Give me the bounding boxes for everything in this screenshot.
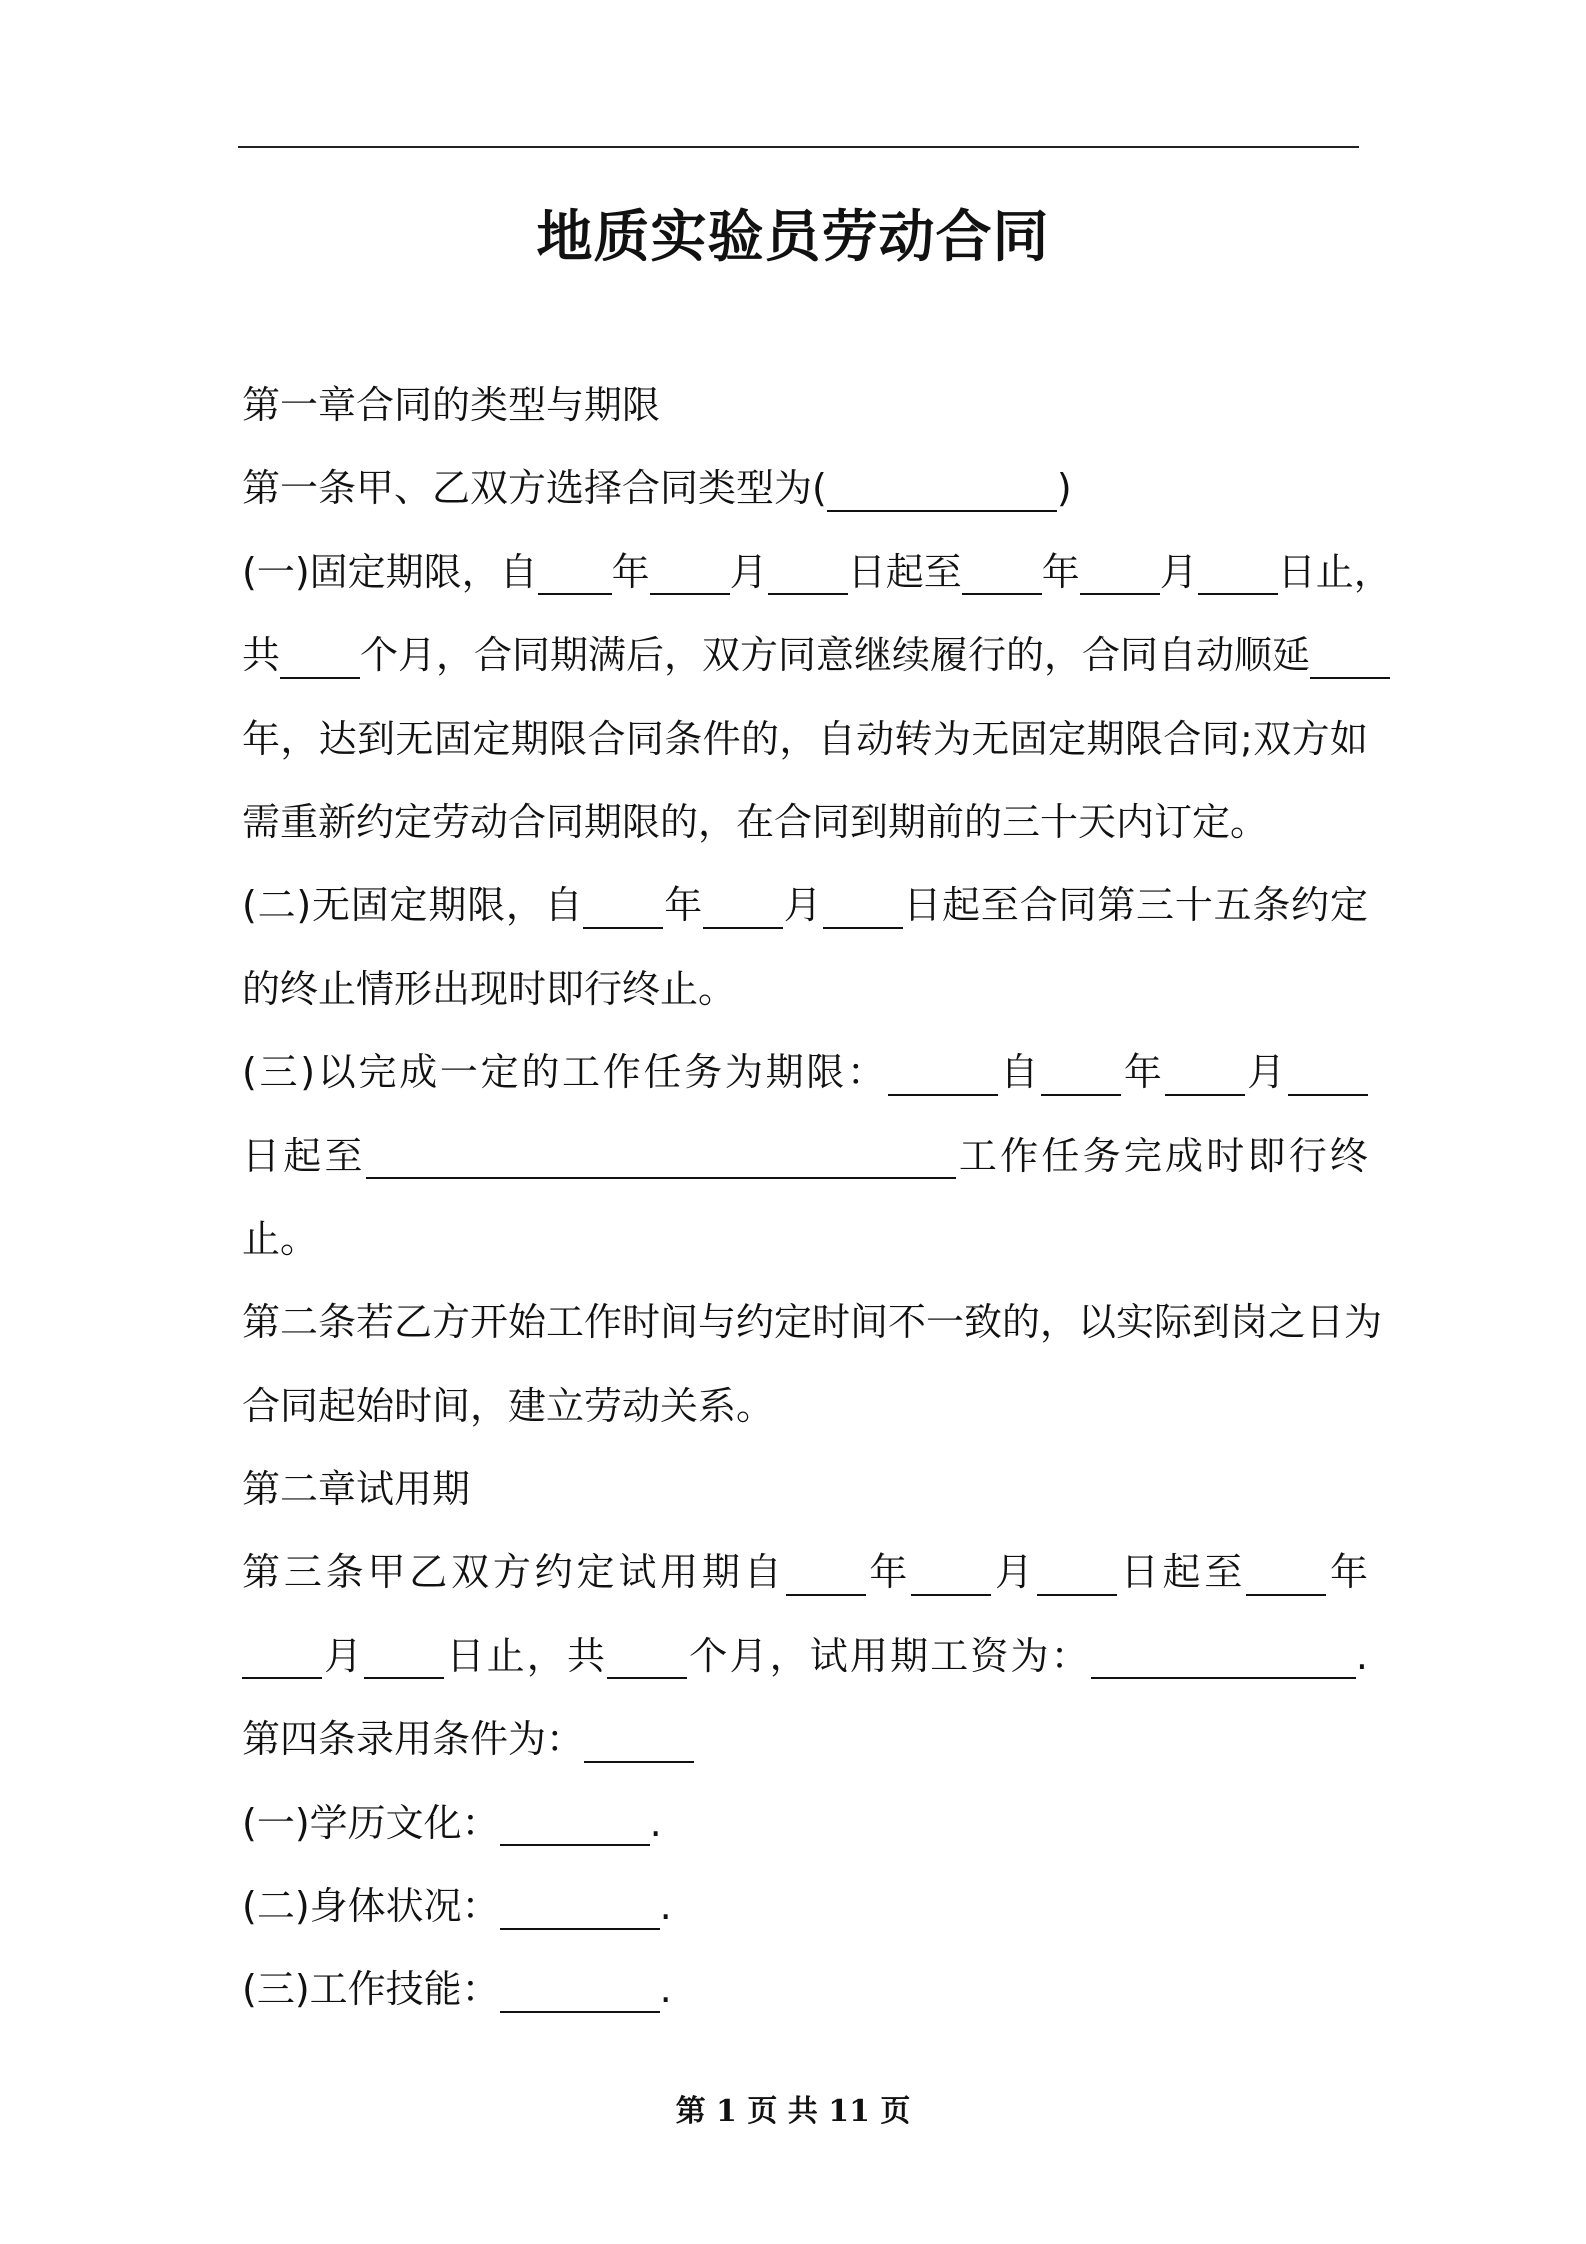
paragraph-line: 第四条录用条件为： — [242, 1698, 1368, 1781]
fill-blank — [768, 555, 848, 595]
fill-blank — [888, 1056, 998, 1096]
fill-blank — [1041, 1056, 1121, 1096]
fill-blank — [500, 1806, 650, 1846]
chapter-heading: 第一章合同的类型与期限 — [242, 383, 661, 427]
paragraph-line: 需重新约定劳动合同期限的，在合同到期前的三十天内订定。 — [242, 799, 1269, 844]
paragraph-line: 第三条甲乙双方约定试用期自 年 月 日起至 年 — [242, 1550, 1368, 1595]
fill-blank — [786, 1556, 866, 1596]
fill-blank — [1288, 1056, 1368, 1096]
paragraph-line: 年，达到无固定期限合同条件的，自动转为无固定期限合同;双方如 — [242, 716, 1368, 761]
fill-blank — [607, 1639, 687, 1679]
fill-blank — [366, 1139, 956, 1179]
fill-blank — [583, 889, 663, 929]
fill-blank — [703, 889, 783, 929]
header-rule — [238, 146, 1359, 148]
document-body — [242, 364, 1392, 2032]
contract-type-blank — [827, 472, 1057, 512]
article-1: 第一条甲、乙双方选择合同类型为( ) — [242, 466, 1072, 511]
fill-blank — [650, 555, 730, 595]
fill-blank — [538, 555, 612, 595]
paragraph-line: 日起至 工作任务完成时即行终 — [242, 1133, 1368, 1178]
paragraph-line: 第二条若乙方开始工作时间与约定时间不一致的，以实际到岗之日为 — [242, 1300, 1383, 1345]
condition-line: (二)身体状况： . — [242, 1884, 672, 1929]
fill-blank — [584, 1723, 694, 1763]
fill-blank — [500, 1973, 660, 2013]
paragraph-line: 合同起始时间，建立劳动关系。 — [242, 1383, 775, 1428]
fill-blank — [500, 1890, 660, 1930]
fill-blank — [242, 1639, 322, 1679]
page-number: 第 1 页 共 11 页 — [675, 2094, 911, 2129]
chapter-heading: 第二章试用期 — [242, 1467, 471, 1512]
fill-blank — [1080, 555, 1160, 595]
paragraph-line: 月 日止，共 个月，试用期工资为： . — [242, 1615, 1368, 1698]
document-title: 地质实验员劳动合同 — [536, 205, 1050, 270]
fill-blank — [364, 1639, 444, 1679]
fill-blank — [1198, 555, 1278, 595]
fill-blank — [1165, 1056, 1245, 1096]
fill-blank — [962, 555, 1042, 595]
paragraph-line: (二)无固定期限，自 年 月 日起至合同第三十五条约定 — [242, 883, 1368, 928]
fill-blank — [280, 639, 360, 679]
paragraph-line: 共 个月，合同期满后，双方同意继续履行的，合同自动顺延 — [242, 614, 1368, 697]
paragraph-line: 止。 — [242, 1216, 319, 1261]
paragraph-line: 的终止情形出现时即行终止。 — [242, 966, 737, 1011]
fill-blank — [1246, 1556, 1326, 1596]
fill-blank — [1037, 1556, 1117, 1596]
paragraph-line: (一)固定期限，自 年 月 日起至 年 月 日止， — [242, 549, 1392, 594]
fill-blank — [1310, 639, 1390, 679]
fill-blank — [911, 1556, 991, 1596]
fill-blank — [1091, 1639, 1356, 1679]
condition-line: (三)工作技能： . — [242, 1967, 672, 2012]
paragraph-line: (三)以完成一定的工作任务为期限： 自 年 月 — [242, 1031, 1368, 1114]
condition-line: (一)学历文化： . — [242, 1800, 662, 1845]
fill-blank — [823, 889, 903, 929]
